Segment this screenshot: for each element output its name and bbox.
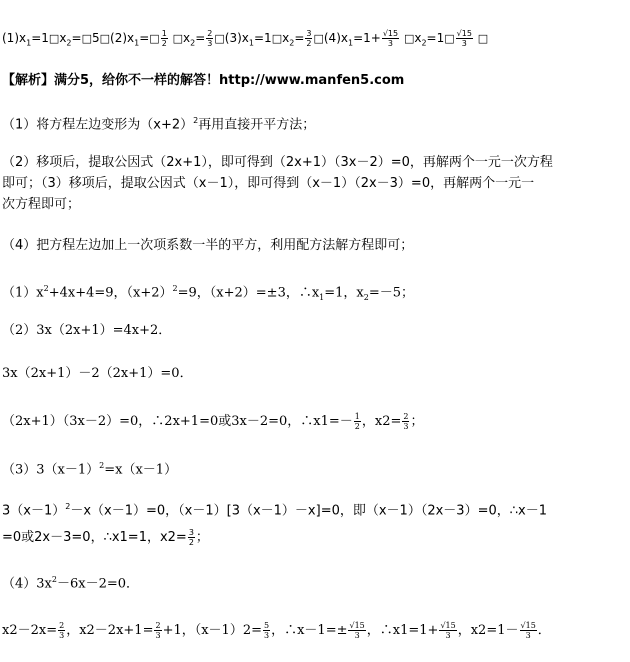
solution-1: $(1)x^2+4x+4=9$，$(x+2)^2=9$，（x+2）=±3，$\therefore x_1=1$，$x_2=-5$；	[2, 284, 415, 302]
missing-glyph-box: □	[403, 32, 415, 45]
solution-2-result: （2x+1）（3x－2）=0，∴2x+1=0或3x－2=0，∴x1=－ $\frac{1}{2}$ ，x2= $\frac{2}{3}$ ；	[2, 412, 424, 431]
subscript: 2	[190, 38, 196, 48]
answer-text: =	[71, 31, 82, 45]
fraction: $\frac{2}{3}$	[403, 412, 409, 431]
subscript: 1	[347, 38, 354, 48]
answer-text: x	[414, 31, 422, 45]
subscript: 2	[289, 38, 295, 48]
subscript: 1	[26, 38, 32, 48]
solution-4-eq: $(4)3x^2-6x-2=0$．	[2, 575, 140, 592]
text-line-5: （4）把方程左边加上一次项系数一半的平方，利用配方法解方程即可；	[2, 238, 414, 253]
solution-4-steps: x2－2x= $\frac{2}{3}$ ，x2－2x+1= $\frac{2}{3}$ +1，（x－1）2= $\frac{5}{3}$ ，∴x－1=± $\frac{√15}{3}$ ，∴x1=1+ $\frac{√15}{3}$ ，x2=1－ $\frac{√15}{3}$ ．	[2, 621, 551, 640]
text-line-3: 即可；（3）移项后，提取公因式（x－1），即可得到（x－1）（2x－3）=0，再解两个一元一	[2, 176, 535, 191]
missing-glyph-box: □	[477, 32, 489, 45]
missing-glyph-box: □	[172, 32, 184, 45]
missing-glyph-box: □	[99, 32, 111, 45]
subscript: 1	[134, 38, 140, 48]
answer-text: (1)x	[2, 31, 27, 45]
answer-text: =1	[254, 31, 272, 45]
answer-text: x	[59, 31, 67, 45]
answer-text: =1	[426, 31, 445, 45]
answer-text: =	[195, 31, 206, 45]
missing-glyph-box: □	[313, 32, 324, 45]
fraction: $\frac{√15}{3}$	[520, 621, 536, 640]
answer-text: 5	[91, 31, 100, 45]
fraction: $\frac{1}{2}$	[161, 29, 167, 48]
fraction: $\frac{3}{2}$	[188, 528, 194, 547]
answer-text: (2)x	[110, 31, 135, 45]
analysis-heading: 【解析】满分5，给你不一样的解答！http://www.manfen5.com	[2, 73, 405, 88]
answer-text: x	[183, 31, 191, 45]
answer-line	[2, 29, 630, 51]
fraction: $\frac{√15}{3}$	[349, 621, 365, 640]
answer-text: (3)x	[224, 31, 249, 45]
fraction: $\frac{√15}{3}$	[440, 621, 456, 640]
fraction: $\frac{√15}{3}$	[456, 29, 472, 48]
subscript: 2	[66, 38, 72, 48]
fraction: $\frac{5}{3}$	[264, 621, 270, 640]
fraction: $\frac{1}{2}$	[354, 412, 360, 431]
missing-glyph-box: □	[271, 32, 283, 45]
answer-text: =1	[31, 31, 49, 45]
answer-text: (4)x	[323, 31, 348, 45]
answer-text: =	[139, 31, 150, 45]
fraction: $\frac{2}{3}$	[207, 29, 213, 48]
missing-glyph-box: □	[214, 32, 225, 45]
fraction: $\frac{3}{2}$	[306, 29, 312, 48]
fraction: $\frac{2}{3}$	[59, 621, 65, 640]
missing-glyph-box: □	[149, 32, 160, 45]
answer-text: =1+	[353, 31, 381, 45]
text-line-1: （1）将方程左边变形为$(x+2)^2$再用直接开平方法；	[2, 116, 316, 133]
solution-3-eq: $(3)3(x-1)^2=x(x-1)$	[2, 461, 178, 478]
fraction: $\frac{2}{3}$	[155, 621, 161, 640]
missing-glyph-box: □	[81, 32, 92, 45]
solution-3-step: $3(x-1)^2-x(x-1)=0$，（x－1）[3（x－1）－x]=0，即（x－1）（2x－3）=0，∴x－1	[2, 502, 547, 519]
solution-3-result: =0或2x－3=0，∴x1=1，x2= $\frac{3}{2}$ ；	[2, 528, 209, 547]
missing-glyph-box: □	[444, 32, 455, 45]
missing-glyph-box: □	[48, 32, 60, 45]
text-line-4: 次方程即可；	[2, 197, 81, 212]
solution-2-step: 3x（2x+1）－2（2x+1）=0．	[2, 366, 193, 381]
text-line-2: （2）移项后，提取公因式（2x+1），即可得到（2x+1）（3x－2）=0，再解两个一元一次方程	[2, 155, 553, 170]
subscript: 1	[248, 38, 254, 48]
fraction: $\frac{√15}{3}$	[382, 29, 399, 48]
subscript: 2	[421, 38, 427, 48]
solution-2-eq: （2）3x（2x+1）=4x+2．	[2, 323, 172, 338]
answer-text: =	[294, 31, 305, 45]
answer-text: x	[282, 31, 290, 45]
